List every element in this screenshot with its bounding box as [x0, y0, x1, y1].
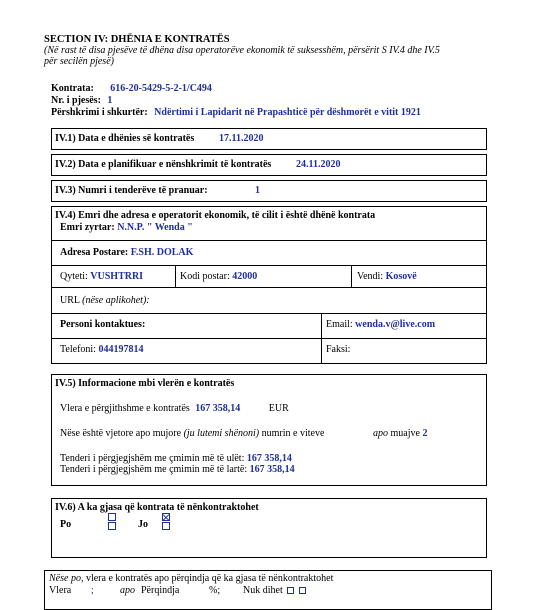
address-value: F.SH. DOLAK — [130, 247, 194, 258]
signing-date: 24.11.2020 — [296, 159, 341, 170]
subcontract-percent-sign: %; — [209, 585, 221, 596]
part-label: Nr. i pjesës: — [51, 95, 101, 106]
divider — [52, 287, 486, 288]
country-row — [357, 271, 417, 282]
iv6-box — [51, 498, 487, 558]
subcontract-unknown — [243, 585, 306, 596]
phone-row — [60, 344, 143, 355]
subcontract-box — [44, 570, 492, 610]
divider — [52, 338, 486, 339]
total-label: Vlera e përgjithshme e kontratës — [60, 403, 190, 414]
iv2-box — [51, 154, 487, 176]
official-name-row — [60, 222, 193, 233]
years-label: numrin e viteve — [261, 428, 325, 439]
months-row — [373, 428, 427, 439]
part-number: 1 — [107, 95, 113, 106]
section-note-2: për secilën pjesë) — [44, 56, 114, 67]
subcontract-text: vlera e kontratës apo përqindja që ka gjasa të nënkontraktohet — [85, 573, 334, 584]
iv4-box — [51, 206, 487, 364]
iv2-label: IV.2) Data e planifikuar e nënshkrimit të kontratës — [55, 159, 272, 170]
duration-note: (ju lutemi shënoni) — [183, 428, 260, 439]
city-row — [60, 271, 143, 282]
country-value: Kosovë — [385, 271, 417, 282]
phone-value: 044197814 — [98, 344, 144, 355]
iv6-label: IV.6) A ka gjasa që kontrata të nënkontraktohet — [55, 502, 259, 513]
lowest-label: Tenderi i përgjegjshëm me çmimin më të ulët: — [60, 453, 245, 464]
contract-number: 616-20-5429-5-2-1/C494 — [110, 83, 212, 94]
yes-checkbox-icon[interactable] — [108, 522, 116, 530]
highest-value: 167 358,14 — [249, 464, 295, 475]
iv5-label: IV.5) Informacione mbi vlerën e kontratës — [55, 378, 235, 389]
total-value-row — [60, 403, 289, 414]
section-note: (Në rast të disa pjesëve të dhëna disa operatorëve ekonomik të suksesshëm, përsërit S IV.4 dhe IV.5 — [44, 45, 440, 56]
fax-label: Faksi: — [326, 344, 351, 355]
highest-row — [60, 464, 295, 475]
divider — [52, 240, 486, 241]
postal-label: Kodi postar: — [180, 271, 230, 282]
city-value: VUSHTRRI — [90, 271, 144, 282]
subcontract-sep: ; — [91, 585, 94, 596]
section-title: SECTION IV: DHËNIA E KONTRATËS — [44, 34, 230, 45]
unknown-label: Nuk dihet — [243, 585, 283, 596]
contact-label: Personi kontaktues: — [60, 319, 146, 330]
iv3-box — [51, 180, 487, 202]
months-value: 2 — [422, 428, 428, 439]
iv1-box — [51, 128, 487, 150]
tender-count: 1 — [255, 185, 260, 196]
official-name-label: Emri zyrtar: — [60, 222, 115, 233]
unknown-checkbox-icon[interactable] — [299, 587, 306, 594]
yes-label: Po — [60, 519, 72, 530]
divider — [351, 265, 352, 287]
lowest-row — [60, 453, 292, 464]
email-value: wenda.v@live.com — [355, 319, 436, 330]
no-checkbox-checked-icon[interactable] — [162, 513, 170, 521]
iv3-label: IV.3) Numri i tenderëve të pranuar: — [55, 185, 208, 196]
iv4-label: IV.4) Emri dhe adresa e operatorit ekonomik, të cilit i është dhënë kontrata — [55, 210, 376, 221]
official-name-value: N.N.P. " Wenda " — [117, 222, 193, 233]
description-value: Ndërtimi i Lapidarit në Prapashticë për dëshmorët e vitit 1921 — [154, 107, 421, 118]
unknown-checkbox-icon[interactable] — [287, 587, 294, 594]
email-row — [326, 319, 435, 330]
postal-row — [180, 271, 257, 282]
email-label: Email: — [326, 319, 353, 330]
phone-label: Telefoni: — [60, 344, 96, 355]
no-label: Jo — [138, 519, 148, 530]
description-row — [51, 107, 421, 118]
divider — [52, 313, 486, 314]
part-row — [51, 95, 112, 106]
url-note: (nëse aplikohet): — [82, 295, 150, 306]
duration-row — [60, 428, 324, 439]
url-label: URL — [60, 295, 80, 306]
months-label: muajve — [390, 428, 420, 439]
subcontract-or: apo — [120, 585, 135, 596]
description-label: Përshkrimi i shkurtër: — [51, 107, 148, 118]
iv1-label: IV.1) Data e dhënies së kontratës — [55, 133, 195, 144]
address-row — [60, 247, 193, 258]
yes-checkbox-icon[interactable] — [108, 513, 116, 521]
postal-value: 42000 — [232, 271, 258, 282]
subcontract-percent-label: Përqindja — [141, 585, 180, 596]
lowest-value: 167 358,14 — [246, 453, 292, 464]
country-label: Vendi: — [357, 271, 384, 282]
highest-label: Tenderi i përgjegjshëm me çmimin më të lartë: — [60, 464, 248, 475]
or-label: apo — [373, 428, 388, 439]
total-value: 167 358,14 — [195, 403, 241, 414]
subcontract-value-label: Vlera — [49, 585, 72, 596]
contract-row — [51, 83, 212, 94]
divider — [175, 265, 176, 287]
no-checkbox-icon[interactable] — [162, 522, 170, 530]
subcontract-if-yes: Nëse po, — [49, 573, 84, 584]
award-date: 17.11.2020 — [219, 133, 264, 144]
contract-label: Kontrata: — [51, 83, 94, 94]
divider — [52, 265, 486, 266]
iv5-box — [51, 374, 487, 486]
url-row — [60, 295, 150, 306]
address-label: Adresa Postare: — [60, 247, 129, 258]
subcontract-intro — [49, 573, 333, 584]
city-label: Qyteti: — [60, 271, 88, 282]
duration-label: Nëse është vjetore apo mujore — [60, 428, 182, 439]
currency: EUR — [268, 403, 289, 414]
